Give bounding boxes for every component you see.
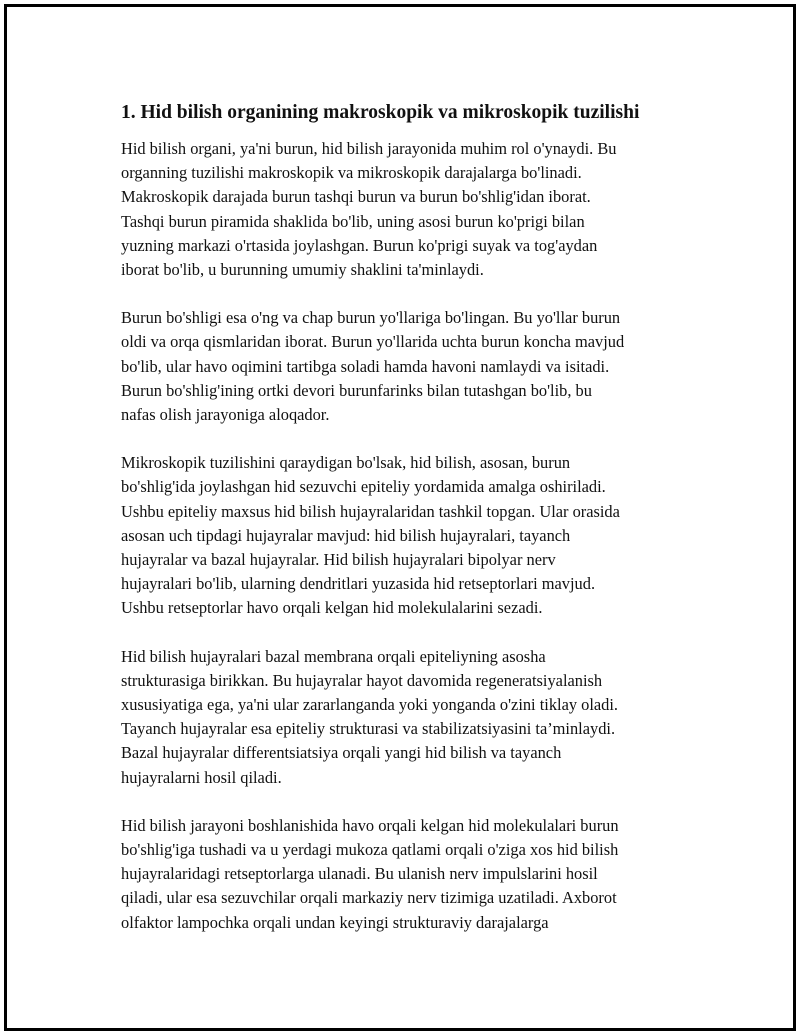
- text-line: Hid bilish jarayoni boshlanishida havo orqali kelgan hid molekulalari burun: [121, 815, 619, 835]
- text-line: bo'shlig'ida joylashgan hid sezuvchi epiteliy yordamida amalga oshiriladi.: [121, 477, 606, 497]
- text-line: bo'lib, ular havo oqimini tartibga soladi hamda havoni namlaydi va isitadi.: [121, 356, 610, 376]
- text-line: Ushbu epiteliy maxsus hid bilish hujayralaridan tashkil topgan. Ular orasida: [121, 501, 620, 521]
- section-heading: 1. Hid bilish organining makroskopik va mikroskopik tuzilishi: [121, 102, 640, 123]
- text-line: yuzning markazi o'rtasida joylashgan. Burun ko'prigi suyak va tog'aydan: [121, 235, 598, 255]
- text-line: Mikroskopik tuzilishini qaraydigan bo'lsak, hid bilish, asosan, burun: [121, 453, 571, 473]
- text-line: Hid bilish hujayralari bazal membrana orqali epiteliyning asosha: [121, 646, 546, 666]
- text-line: Bazal hujayralar differentsiatsiya orqali yangi hid bilish va tayanch: [121, 743, 562, 763]
- document-body: [121, 99, 691, 959]
- paragraph-5: [121, 814, 691, 935]
- text-line: olfaktor lampochka orqali undan keyingi strukturaviy darajalarga: [121, 912, 549, 932]
- text-line: Tayanch hujayralar esa epiteliy strukturasi va stabilizatsiyasini ta’minlaydi.: [121, 719, 616, 739]
- text-line: Makroskopik darajada burun tashqi burun va burun bo'shlig'idan iborat.: [121, 187, 591, 207]
- text-line: hujayralar va bazal hujayralar. Hid bilish hujayralari bipolyar nerv: [121, 550, 556, 570]
- text-line: hujayralarni hosil qiladi.: [121, 767, 282, 787]
- text-line: Hid bilish organi, ya'ni burun, hid bilish jarayonida muhim rol o'ynaydi. Bu: [121, 139, 617, 158]
- text-line: Tashqi burun piramida shaklida bo'lib, uning asosi burun ko'prigi bilan: [121, 211, 585, 231]
- text-line: qiladi, ular esa sezuvchilar orqali markaziy nerv tizimiga uzatiladi. Axborot: [121, 888, 617, 908]
- text-line: Burun bo'shlig'ining ortki devori burunfarinks bilan tutashgan bo'lib, bu: [121, 380, 592, 400]
- text-line: hujayralari bo'lib, ularning dendritlari yuzasida hid retseptorlari mavjud.: [121, 574, 596, 594]
- text-line: bo'shlig'iga tushadi va u yerdagi mukoza qatlami orqali o'ziga xos hid bilish: [121, 840, 619, 860]
- paragraph-2: [121, 306, 691, 427]
- text-line: xususiyatiga ega, ya'ni ular zararlanganda yoki yonganda o'zini tiklay oladi.: [121, 695, 619, 715]
- text-line: organning tuzilishi makroskopik va mikroskopik darajalarga bo'linadi.: [121, 163, 582, 183]
- text-line: oldi va orqa qismlaridan iborat. Burun yo'llarida uchta burun koncha mavjud: [121, 332, 625, 352]
- paragraph-3: [121, 451, 691, 620]
- page-frame: [4, 4, 796, 1031]
- text-line: iborat bo'lib, u burunning umumiy shaklini ta'minlaydi.: [121, 260, 484, 280]
- text-line: Burun bo'shligi esa o'ng va chap burun yo'llariga bo'lingan. Bu yo'llar burun: [121, 308, 621, 328]
- text-line: hujayralaridagi retseptorlarga ulanadi. Bu ulanish nerv impulslarini hosil: [121, 864, 598, 884]
- paragraph-4: [121, 645, 691, 790]
- text-line: Ushbu retseptorlar havo orqali kelgan hid molekulalarini sezadi.: [121, 598, 543, 618]
- text-line: nafas olish jarayoniga aloqador.: [121, 405, 330, 425]
- paragraph-1: [121, 137, 691, 282]
- text-line: strukturasiga birikkan. Bu hujayralar hayot davomida regeneratsiyalanish: [121, 670, 603, 690]
- text-line: asosan uch tipdagi hujayralar mavjud: hid bilish hujayralari, tayanch: [121, 525, 571, 545]
